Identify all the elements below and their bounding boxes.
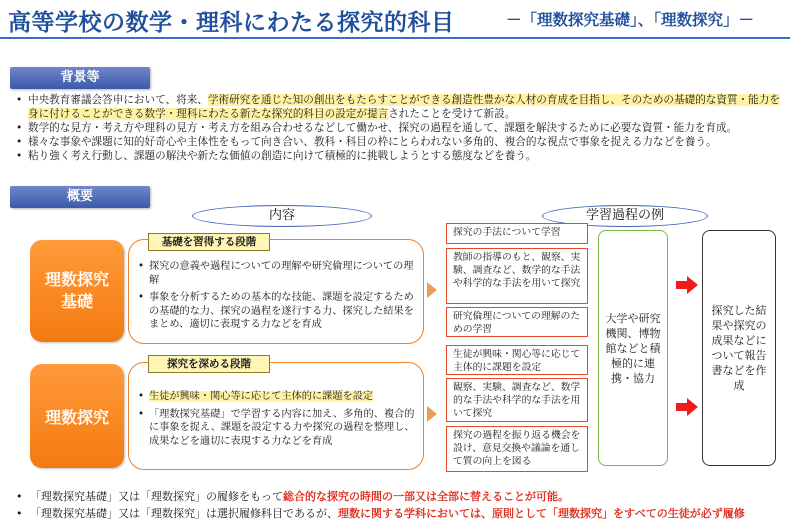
tankyu-content-list — [138, 390, 420, 452]
content-header: 内容 — [192, 205, 372, 227]
process-step-6: 探究の過程を振り返る機会を設け、意見交換や議論を通して質の向上を図る — [446, 426, 588, 472]
page-subtitle: －「理数探究基礎」、「理数探究」－ — [506, 11, 755, 29]
tankyu-name: 理数探究 — [44, 407, 109, 427]
process-step-1: 探究の手法について学習 — [446, 223, 588, 244]
red-arrow-icon — [676, 276, 698, 294]
title-divider — [0, 37, 790, 39]
red-arrow-icon — [676, 398, 698, 416]
footer-notes — [16, 488, 786, 522]
footer-text: 「理数探究基礎」又は「理数探究」の履修をもって — [30, 490, 283, 503]
result-box — [702, 230, 776, 466]
process-step-5: 観察、実験、調査など、数学的な手法や科学的な手法を用いて探究 — [446, 378, 588, 422]
process-header: 学習過程の例 — [542, 205, 708, 227]
page-title: 高等学校の数学・理科にわたる探究的科目 — [8, 10, 455, 36]
tankyu-stage-tag: 探究を深める段階 — [148, 355, 270, 373]
footer-emphasis: 総合的な探究の時間の一部又は全部に替えることが可能。 — [283, 490, 569, 503]
process-step-4: 生徒が興味・関心等に応じて主体的に課題を設定 — [446, 345, 588, 375]
kiso-name-line2: 基礎 — [60, 292, 93, 311]
background-bullet-2: • 数学的な見方・考え方や理科の見方・考え方を組み合わせるなどして働かせ、探究の過程を通して、課題を解決するために必要な資質・能力を育成。 — [16, 121, 786, 135]
background-bullet-3: • 様々な事象や課題に知的好奇心や主体性をもって向き合い、教科・科目の枠にとらわれない多角的、複合的な視点で事象を捉える力などを養う。 — [16, 135, 786, 149]
process-step-3: 研究倫理についての理解のための学習 — [446, 307, 588, 337]
kiso-item-1: • 探究の意義や過程についての理解や研究倫理についての理解 — [138, 260, 420, 287]
footer-note-1 — [16, 488, 786, 505]
collaboration-box — [598, 230, 668, 466]
bullet-text: されたことを受けて新設。 — [388, 108, 516, 120]
highlighted-text: 学術研究を通じた知の創出をもたらすことができる創造性豊かな人材の育成を目指し、そのための基礎的な資質・能力を身に付けることができる数学・理科にわたる新たな探究的科目の設定が提言 — [28, 94, 780, 120]
kiso-stage-tag: 基礎を習得する段階 — [148, 233, 270, 251]
background-section-label: 背景等 — [10, 67, 150, 89]
collaboration-text: 大学や研究機関、博物館などと積極的に連携・協力 — [605, 311, 661, 385]
kiso-course-box — [30, 240, 124, 342]
tankyu-course-box — [30, 364, 124, 468]
kiso-content-list — [138, 260, 420, 336]
background-bullet-4: • 粘り強く考え行動し、課題の解決や新たな価値の創造に向けて積極的に挑戦しようとする態度などを養う。 — [16, 149, 786, 163]
background-bullet-1 — [16, 93, 786, 121]
process-step-2: 教師の指導のもと、観察、実験、調査など、数学的な手法や科学的な手法を用いて探究 — [446, 248, 588, 304]
connector-arrow-icon — [427, 282, 437, 298]
overview-section-label: 概要 — [10, 186, 150, 208]
kiso-name-line1: 理数探究 — [44, 270, 109, 289]
result-text: 探究した結果や探究の成果などについて報告書などを作成 — [711, 304, 767, 392]
background-bullet-list — [16, 93, 786, 163]
tankyu-item-2: • 「理数探究基礎」で学習する内容に加え、多角的、複合的に事象を捉え、課題を設定する力や探究の過程を整理し、成果などを適切に表現する力などを育成 — [138, 408, 420, 449]
highlighted-text: 生徒が興味・関心等に応じて主体的に課題を設定 — [149, 391, 374, 402]
connector-arrow-icon — [427, 406, 437, 422]
tankyu-item-1 — [138, 390, 420, 404]
footer-note-2 — [16, 505, 786, 522]
footer-emphasis: 理数に関する学科においては、原則として「理数探究」をすべての生徒が必ず履修 — [338, 507, 745, 520]
kiso-item-2: • 事象を分析するための基本的な技能、課題を設定するための基礎的な力、探究の過程を遂行する力、探究した結果をまとめ、適切に表現する力などを育成 — [138, 291, 420, 332]
footer-text: 「理数探究基礎」又は「理数探究」は選択履修科目であるが、 — [30, 507, 338, 520]
bullet-text: 中央教育審議会答申において、将来、 — [28, 94, 208, 106]
